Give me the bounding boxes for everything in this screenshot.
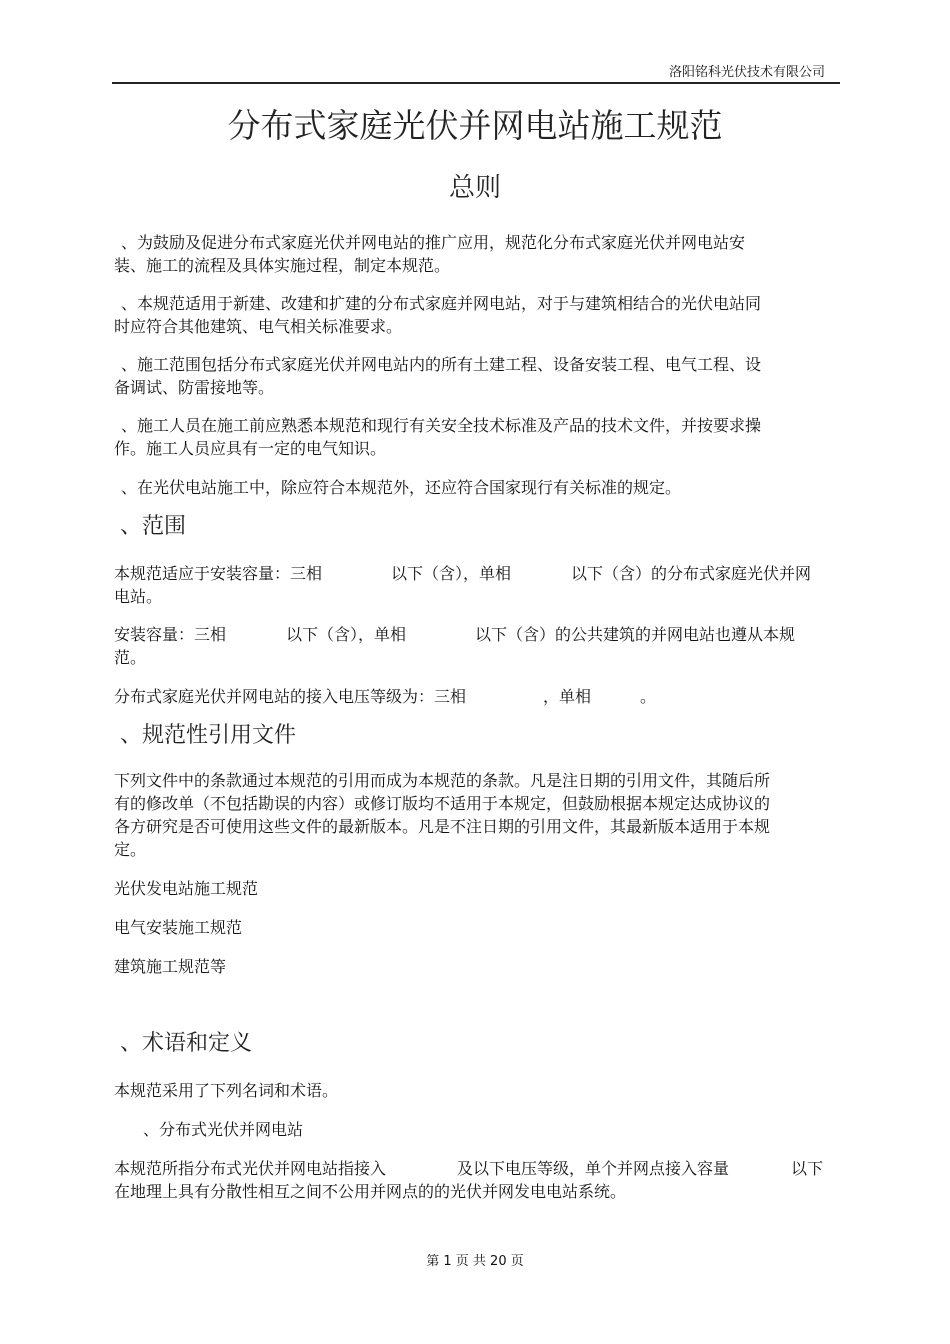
terms-def-line2: 在地理上具有分散性相互之间不公用并网点的的光伏并网发电电站系统。 (114, 1182, 627, 1201)
scope-p1-a: 本规范适应于安装容量：三相 (114, 564, 323, 583)
scope-heading: 、范围 (120, 514, 187, 539)
terms-def-b: 及以下电压等级，单个并网点接入容量 (457, 1159, 730, 1178)
scope-p2-b: 以下（含），单相 (286, 625, 407, 644)
general-para-2-line-2: 时应符合其他建筑、电气相关标准要求。 (114, 317, 403, 336)
general-para-5: 、在光伏电站施工中，除应符合本规范外，还应符合国家现行有关标准的规定。 (121, 478, 682, 497)
scope-p3-a: 分布式家庭光伏并网电站的接入电压等级为：三相 (114, 687, 467, 706)
scope-p2-c: 以下（含）的公共建筑的并网电站也遵从本规 (475, 625, 796, 644)
refs-item-1: 光伏发电站施工规范 (114, 879, 259, 898)
refs-line-2: 有的修改单（不包括勘误的内容）或修订版均不适用于本规定，但鼓励根据本规定达成协议的 (114, 794, 771, 813)
page-footer: 第 1 页 共 20 页 (426, 1254, 524, 1269)
terms-intro: 本规范采用了下列名词和术语。 (114, 1081, 339, 1100)
terms-subheading: 、分布式光伏并网电站 (143, 1120, 304, 1139)
general-para-3-line-1: 、施工范围包括分布式家庭光伏并网电站内的所有土建工程、设备安装工程、电气工程、设 (121, 355, 762, 374)
terms-def-c: 以下 (791, 1159, 824, 1178)
terms-heading: 、术语和定义 (120, 1031, 253, 1056)
general-para-1-line-2: 装、施工的流程及具体实施过程，制定本规范。 (114, 256, 451, 275)
header-company: 洛阳铭科光伏技术有限公司 (668, 65, 825, 80)
document-title: 分布式家庭光伏并网电站施工规范 (227, 106, 723, 145)
scope-p3-c: 。 (640, 687, 657, 706)
header-rule (112, 82, 840, 84)
scope-p1-c: 以下（含）的分布式家庭光伏并网 (571, 564, 812, 583)
general-heading: 总则 (448, 173, 501, 203)
scope-p1-line2: 电站。 (114, 587, 163, 606)
general-para-4-line-1: 、施工人员在施工前应熟悉本规范和现行有关安全技术标准及产品的技术文件，并按要求操 (121, 416, 762, 435)
refs-line-1: 下列文件中的条款通过本规范的引用而成为本规范的条款。凡是注日期的引用文件，其随后所 (114, 771, 771, 790)
general-para-4-line-2: 作。施工人员应具有一定的电气知识。 (114, 439, 387, 458)
scope-p2-a: 安装容量：三相 (114, 625, 227, 644)
refs-item-3: 建筑施工规范等 (114, 957, 227, 976)
general-para-2-line-1: 、本规范适用于新建、改建和扩建的分布式家庭并网电站，对于与建筑相结合的光伏电站同 (121, 294, 762, 313)
refs-line-4: 定。 (114, 840, 147, 859)
scope-p1-b: 以下（含），单相 (391, 564, 512, 583)
general-para-3-line-2: 备调试、防雷接地等。 (114, 378, 275, 397)
refs-heading: 、规范性引用文件 (120, 723, 297, 748)
general-para-1-line-1: 、为鼓励及促进分布式家庭光伏并网电站的推广应用，规范化分布式家庭光伏并网电站安 (121, 233, 746, 252)
scope-p2-line2: 范。 (114, 648, 147, 667)
scope-p3-b: ，单相 (543, 687, 592, 706)
refs-line-3: 各方研究是否可使用这些文件的最新版本。凡是不注日期的引用文件，其最新版本适用于本规 (114, 817, 771, 836)
refs-item-2: 电气安装施工规范 (114, 918, 243, 937)
terms-def-a: 本规范所指分布式光伏并网电站指接入 (114, 1159, 387, 1178)
